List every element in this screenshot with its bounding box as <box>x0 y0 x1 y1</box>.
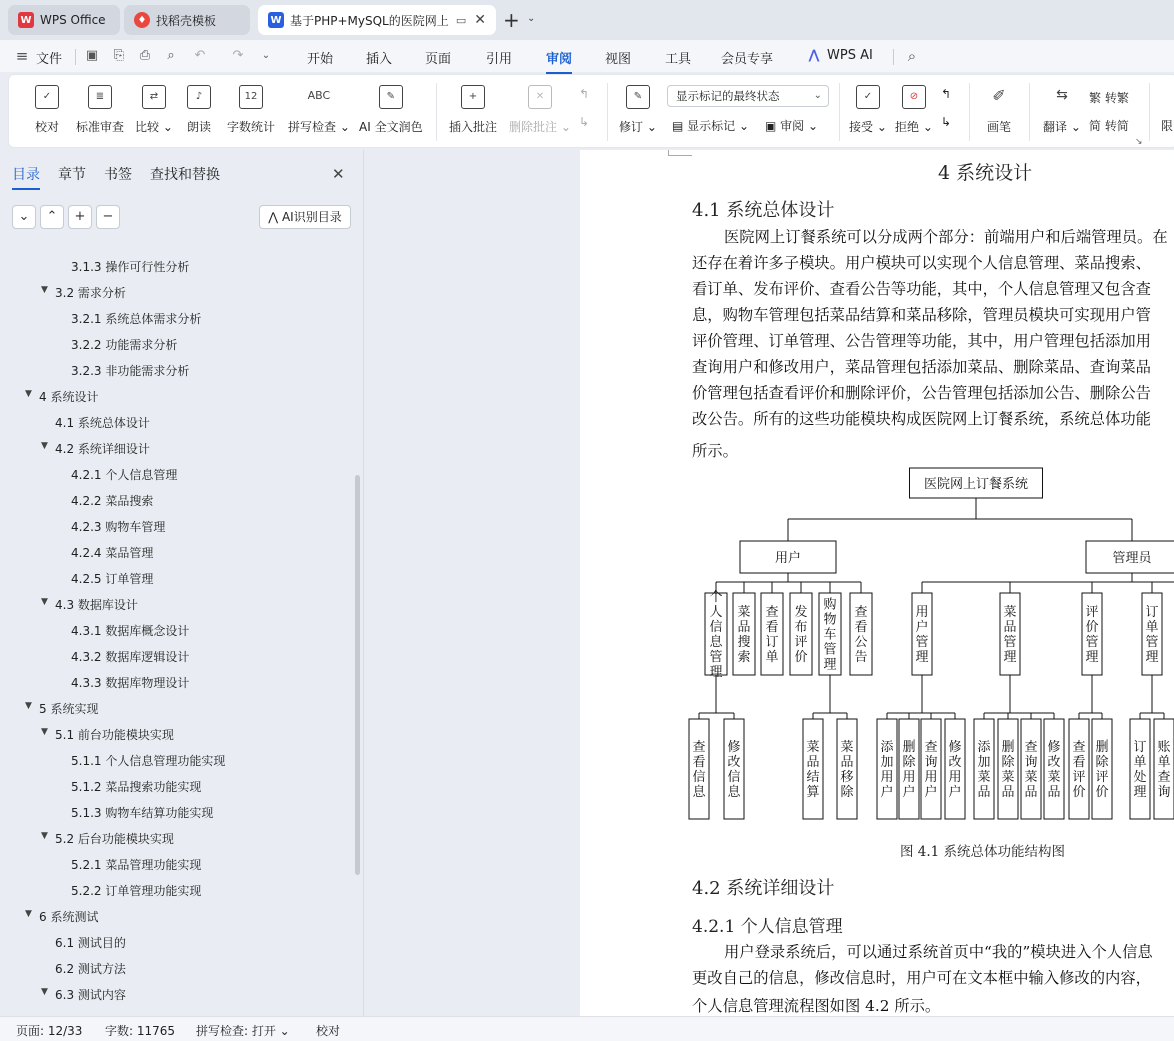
label: 3.2.3 非功能需求分析 <box>71 364 190 378</box>
toc-item[interactable] <box>71 336 177 353</box>
toc-list <box>0 250 350 1016</box>
label: 画笔 <box>987 120 1012 134</box>
next-comment-icon[interactable]: ↳ <box>579 115 590 129</box>
toc-item[interactable] <box>71 856 201 873</box>
margin-mark <box>668 150 692 156</box>
label: 4.1 系统总体设计 <box>55 416 150 430</box>
heading-4-1: 4.1 系统总体设计 <box>692 200 835 221</box>
docer-logo-icon: ♦ <box>134 12 150 28</box>
label: 3.2.1 系统总体需求分析 <box>71 312 202 326</box>
word-count-icon: 12 <box>239 85 263 109</box>
diagram-node-label: 个人信息管理 <box>709 590 723 680</box>
diagram-node-label: 菜品移除 <box>840 740 854 800</box>
toc-item[interactable] <box>71 310 201 327</box>
reject-button[interactable]: ⊘ 拒绝 ⌄ <box>895 85 933 135</box>
diagram-node-label: 修改信息 <box>727 740 741 800</box>
close-pane-icon[interactable]: ✕ <box>332 165 345 183</box>
tab-docer-templates[interactable] <box>124 5 250 35</box>
caret-down-icon[interactable]: ▼ <box>25 909 32 919</box>
diagram-node-label: 订单管理 <box>1145 605 1159 665</box>
delete-comment-button[interactable]: ✕ 删除批注 ⌄ <box>509 85 571 135</box>
review-pane-icon: ▣ <box>765 119 777 133</box>
remove-heading-button[interactable] <box>96 205 120 229</box>
toc-item[interactable] <box>71 466 177 483</box>
divider <box>1149 83 1150 141</box>
diagram-node-label: 删除用户 <box>902 740 916 800</box>
label: 5 系统实现 <box>39 702 99 716</box>
toc-item[interactable] <box>71 752 225 769</box>
tab-label: 基于PHP+MySQL的医院网上 <box>289 13 449 28</box>
toc-item[interactable] <box>41 284 126 301</box>
label: AI 全文润色 <box>359 120 423 134</box>
label: 5.1.2 菜品搜索功能实现 <box>71 780 202 794</box>
diagram-node-label: 账单查询 <box>1157 740 1171 800</box>
simplified-icon: 简 <box>1089 119 1102 133</box>
label: 拼写检查 <box>288 120 337 134</box>
divider <box>969 83 970 141</box>
toc-item[interactable] <box>71 544 153 561</box>
proofread-status[interactable]: 校对 <box>316 1024 341 1038</box>
menu-member[interactable]: 会员专享 <box>721 52 774 67</box>
caret-down-icon[interactable]: ▼ <box>41 285 48 295</box>
chevron-down-icon: ⌄ <box>18 209 30 224</box>
label: 4.2.2 菜品搜索 <box>71 494 154 508</box>
label: 4.3 数据库设计 <box>55 598 138 612</box>
menu-review[interactable]: 审阅 <box>546 48 572 67</box>
navigation-pane <box>0 150 364 1016</box>
function-structure-diagram <box>580 455 1174 835</box>
diagram-node-label: 评价管理 <box>1085 605 1099 665</box>
diagram-node-label: 修改用户 <box>948 740 962 800</box>
diagram-node-label: 添加菜品 <box>977 740 991 800</box>
toc-item[interactable] <box>71 492 153 509</box>
ai-polish-icon: ✎ <box>379 85 403 109</box>
toc-item[interactable] <box>25 700 99 717</box>
word-count-indicator[interactable]: 字数: 11765 <box>105 1024 176 1038</box>
plus-icon: + <box>74 209 86 224</box>
menu-home[interactable]: 开始 <box>307 52 334 67</box>
diagram-node-label: 删除评价 <box>1095 740 1109 800</box>
label: 6.3 测试内容 <box>55 988 126 1002</box>
spell-check-status[interactable]: 拼写检查: 打开 ⌄ <box>196 1024 290 1038</box>
review-pane-button[interactable]: ▣ 审阅 ⌄ <box>765 119 819 133</box>
label: 标准审查 <box>76 120 125 134</box>
label: 5.2.2 订单管理功能实现 <box>71 884 202 898</box>
insert-comment-icon: + <box>461 85 485 109</box>
figure-caption: 图 4.1 系统总体功能结构图 <box>900 844 1066 860</box>
label: 显示标记 <box>687 119 736 133</box>
divider <box>839 83 840 141</box>
standard-review-icon: ≣ <box>88 85 112 109</box>
paragraph-line: 评价管理、订单管理、公告管理等功能，其中，用户管理包括添加用 <box>692 332 1151 350</box>
label: 校对 <box>35 120 60 134</box>
document-page[interactable] <box>580 150 1174 1016</box>
show-markup-icon: ▤ <box>672 119 684 133</box>
review-ribbon <box>8 74 1174 148</box>
label: 3.1.3 操作可行性分析 <box>71 260 190 274</box>
label: 4.2.4 菜品管理 <box>71 546 154 560</box>
print-preview-icon[interactable]: ⌕ <box>167 48 175 63</box>
compare-button[interactable]: ⇄ 比较 ⌄ <box>135 85 173 135</box>
label: 朗读 <box>187 120 212 134</box>
accept-icon: ✓ <box>856 85 880 109</box>
caret-down-icon[interactable]: ▼ <box>25 701 32 711</box>
caret-down-icon[interactable]: ▼ <box>41 727 48 737</box>
diagram-node-label: 菜品结算 <box>806 740 820 800</box>
toc-item[interactable] <box>25 908 99 925</box>
diagram-node-label: 购物车管理 <box>823 597 837 673</box>
diagram-node-label: 查看订单 <box>765 605 779 665</box>
paragraph-line: 用户登录系统后，可以通过系统首页中“我的”模块进入个人信息 <box>724 943 1153 961</box>
ai-toc-button[interactable] <box>259 205 351 229</box>
read-aloud-icon: ♪ <box>187 85 211 109</box>
label: 5.1 前台功能模块实现 <box>55 728 174 742</box>
ai-toc-icon: ⋀ <box>268 210 279 224</box>
label: 5.2 后台功能模块实现 <box>55 832 174 846</box>
diagram-node-label: 查询菜品 <box>1024 740 1038 800</box>
tab-wps-office[interactable] <box>8 5 120 35</box>
reject-icon: ⊘ <box>902 85 926 109</box>
caret-down-icon[interactable]: ▼ <box>41 831 48 841</box>
proofread-button[interactable] <box>35 85 59 135</box>
insert-comment-button[interactable] <box>449 85 497 135</box>
redo-icon[interactable]: ↷ <box>232 48 244 63</box>
toc-item[interactable] <box>71 778 201 795</box>
label: AI识别目录 <box>281 210 342 224</box>
delete-comment-icon: ✕ <box>528 85 552 109</box>
toc-item[interactable] <box>71 674 189 691</box>
show-markup-button[interactable]: ▤ 显示标记 ⌄ <box>672 119 750 133</box>
monitor-icon[interactable]: ▭ <box>455 13 467 27</box>
label: 拼写检查: 打开 <box>196 1024 276 1038</box>
divider <box>893 49 894 65</box>
translate-icon: ⇆ <box>1056 87 1068 103</box>
menu-tools[interactable]: 工具 <box>665 52 692 67</box>
add-heading-button[interactable] <box>68 205 92 229</box>
label: 删除批注 <box>509 120 558 134</box>
prev-change-icon[interactable]: ↰ <box>941 87 952 101</box>
chevron-up-icon: ⌃ <box>46 209 58 224</box>
chevron-down-icon: ⌄ <box>813 90 822 101</box>
search-icon[interactable]: ⌕ <box>907 47 917 65</box>
divider <box>436 83 437 141</box>
tab-list-chevron-icon[interactable]: ⌄ <box>527 13 536 24</box>
read-aloud-button[interactable] <box>187 85 211 135</box>
paragraph-line: 改公告。所有的这些功能模块构成医院网上订餐系统，系统总体功能 <box>692 410 1151 428</box>
label: 插入批注 <box>449 120 498 134</box>
next-change-icon[interactable]: ↳ <box>941 115 952 129</box>
word-count-button[interactable] <box>227 85 275 135</box>
track-changes-button[interactable]: ✎ 修订 ⌄ <box>619 85 657 135</box>
label: 3.2 需求分析 <box>55 286 126 300</box>
translate-button[interactable]: ⇆ 翻译 ⌄ <box>1043 87 1081 134</box>
restrict-editing-button[interactable]: 限 <box>1161 119 1174 133</box>
toc-item[interactable] <box>41 440 150 457</box>
save-icon[interactable]: ▣ <box>85 48 99 63</box>
diagram-node-label: 添加用户 <box>880 740 894 800</box>
toc-item[interactable] <box>55 414 150 431</box>
page-indicator[interactable]: 页面: 12/33 <box>16 1024 83 1038</box>
status-bar <box>0 1016 1174 1041</box>
toc-item[interactable] <box>71 258 189 275</box>
markup-display-select[interactable] <box>667 85 829 107</box>
heading-chapter: 4 系统设计 <box>938 162 1033 184</box>
tab-bookmarks[interactable]: 书签 <box>104 167 132 183</box>
menu-insert[interactable]: 插入 <box>366 52 393 67</box>
label: 转简 <box>1104 119 1129 133</box>
collapse-all-button[interactable] <box>12 205 36 229</box>
toc-item[interactable] <box>41 830 174 847</box>
diagram-node-label: 修改菜品 <box>1047 740 1061 800</box>
tab-bar <box>0 0 1174 40</box>
label: 4 系统设计 <box>39 390 99 404</box>
label: 4.2.3 购物车管理 <box>71 520 166 534</box>
tab-sections[interactable]: 章节 <box>58 167 86 183</box>
paragraph-line: 息，购物车管理包括菜品结算和菜品移除，管理员模块可实现用户管 <box>692 306 1151 324</box>
label: 字数统计 <box>227 120 276 134</box>
admin-node-label: 管理员 <box>1112 551 1152 566</box>
label: 5.2.1 菜品管理功能实现 <box>71 858 202 872</box>
toc-scrollbar[interactable] <box>355 475 360 875</box>
toc-item[interactable] <box>71 648 189 665</box>
paragraph-line: 个人信息管理流程图如图 4.2 所示。 <box>692 997 941 1015</box>
word-doc-icon: W <box>268 12 284 28</box>
caret-down-icon[interactable]: ▼ <box>41 441 48 451</box>
toc-item[interactable] <box>41 986 126 1003</box>
label: 4.2 系统详细设计 <box>55 442 150 456</box>
label: 5.1.3 购物车结算功能实现 <box>71 806 214 820</box>
tab-label: 找稻壳模板 <box>156 13 217 28</box>
label: 接受 <box>849 120 874 134</box>
toc-item[interactable] <box>41 726 174 743</box>
tab-find-replace[interactable]: 查找和替换 <box>150 167 220 183</box>
menu-wps-ai[interactable]: WPS AI <box>827 48 873 63</box>
paragraph-line: 医院网上订餐系统可以分成两个部分：前端用户和后端管理员。在 <box>724 228 1168 246</box>
diagram-node-label: 查看公告 <box>854 605 868 665</box>
pen-button[interactable] <box>987 85 1011 135</box>
tab-label: WPS Office <box>40 13 106 27</box>
prev-comment-icon[interactable]: ↰ <box>579 87 590 101</box>
label: 4.3.3 数据库物理设计 <box>71 676 190 690</box>
paragraph-line: 所示。 <box>692 442 738 460</box>
more-chevron-icon[interactable]: ⌄ <box>261 50 271 61</box>
label: 显示标记的最终状态 <box>676 89 780 103</box>
tab-toc[interactable]: 目录 <box>12 164 40 184</box>
spell-check-icon: ABC <box>307 89 331 102</box>
divider <box>75 49 76 65</box>
spell-check-button[interactable]: ABC 拼写检查 ⌄ <box>288 85 350 135</box>
standard-review-button[interactable] <box>76 85 124 135</box>
label: 6.2 测试方法 <box>55 962 126 976</box>
label: 6 系统测试 <box>39 910 99 924</box>
wps-logo-icon: W <box>18 12 34 28</box>
compare-icon: ⇄ <box>142 85 166 109</box>
paragraph-line: 更改自己的信息，修改信息时，用户可在文本框中输入修改的内容， <box>692 969 1151 987</box>
toc-item[interactable] <box>25 388 99 405</box>
diagram-node-label: 发布评价 <box>794 605 808 665</box>
root-node-label: 医院网上订餐系统 <box>923 477 1029 492</box>
caret-down-icon[interactable]: ▼ <box>25 389 32 399</box>
diagram-node-label: 删除菜品 <box>1001 740 1015 800</box>
paragraph-line: 看订单、发布评价、查看公告等功能，其中，个人信息管理又包含查 <box>692 280 1151 298</box>
diagram-node-label: 用户管理 <box>915 605 929 665</box>
label: 审阅 <box>780 119 805 133</box>
print-icon[interactable]: ⎙ <box>139 48 151 63</box>
label: 拒绝 <box>895 120 920 134</box>
paragraph-line: 价管理包括查看评价和删除评价，公告管理包括添加公告、删除公告 <box>692 384 1151 402</box>
new-tab-icon[interactable]: + <box>503 8 520 32</box>
to-simplified-button[interactable] <box>1089 117 1129 134</box>
label: 6.1 测试目的 <box>55 936 126 950</box>
hamburger-icon[interactable]: ≡ <box>15 47 29 65</box>
export-icon[interactable]: ⎘ <box>113 48 125 63</box>
traditional-icon: 繁 <box>1089 91 1102 105</box>
label: 3.2.2 功能需求分析 <box>71 338 178 352</box>
diagram-node-label: 查询用户 <box>924 740 938 800</box>
toc-item[interactable] <box>55 960 126 977</box>
paragraph-line: 查询用户和修改用户，菜品管理包括添加菜品、删除菜品、查询菜品 <box>692 358 1151 376</box>
label: 5.1.1 个人信息管理功能实现 <box>71 754 226 768</box>
expand-up-button[interactable] <box>40 205 64 229</box>
diagram-node-label: 查看信息 <box>692 740 706 800</box>
divider <box>1029 83 1030 141</box>
menu-references[interactable]: 引用 <box>486 52 513 67</box>
heading-4-2: 4.2 系统详细设计 <box>692 878 835 899</box>
wps-ai-icon: ⋀ <box>808 48 820 63</box>
toc-item[interactable] <box>71 362 189 379</box>
toc-item[interactable] <box>71 570 153 587</box>
diagram-node-label: 菜品管理 <box>1003 605 1017 665</box>
track-changes-icon: ✎ <box>626 85 650 109</box>
label: 4.3.2 数据库逻辑设计 <box>71 650 190 664</box>
diagram-node-label: 查看评价 <box>1072 740 1086 800</box>
diagram-node-label: 订单处理 <box>1133 740 1147 800</box>
toc-item[interactable] <box>55 934 126 951</box>
proofread-icon: ✓ <box>35 85 59 109</box>
tab-document[interactable] <box>258 5 496 35</box>
heading-4-2-1: 4.2.1 个人信息管理 <box>692 917 843 937</box>
label: 4.3.1 数据库概念设计 <box>71 624 190 638</box>
pen-icon: ✐ <box>992 86 1006 105</box>
paragraph-line: 还存在着许多子模块。用户模块可以实现个人信息管理、菜品搜索、 <box>692 254 1151 272</box>
close-tab-icon[interactable]: ✕ <box>474 12 486 28</box>
caret-down-icon[interactable]: ▼ <box>41 597 48 607</box>
undo-icon[interactable]: ↶ <box>194 48 206 63</box>
toc-item[interactable] <box>71 882 201 899</box>
to-traditional-button[interactable] <box>1089 89 1129 106</box>
expand-group-icon[interactable]: ↘ <box>1135 137 1143 147</box>
minus-icon: − <box>102 209 114 224</box>
toc-item[interactable] <box>41 596 138 613</box>
toc-item[interactable] <box>71 518 165 535</box>
user-node-label: 用户 <box>774 551 802 566</box>
label: 修订 <box>619 120 644 134</box>
toc-item[interactable] <box>71 804 213 821</box>
label: 翻译 <box>1043 120 1068 134</box>
accept-button[interactable]: ✓ 接受 ⌄ <box>849 85 887 135</box>
label: 4.2.1 个人信息管理 <box>71 468 178 482</box>
label: 转繁 <box>1104 91 1129 105</box>
diagram-node-label: 菜品搜索 <box>737 605 751 665</box>
toc-item[interactable] <box>71 622 189 639</box>
label: 4.2.5 订单管理 <box>71 572 154 586</box>
menu-file[interactable]: 文件 <box>36 52 63 67</box>
divider <box>607 83 608 141</box>
caret-down-icon[interactable]: ▼ <box>41 987 48 997</box>
menu-page[interactable]: 页面 <box>425 52 452 67</box>
menu-view[interactable]: 视图 <box>605 52 632 67</box>
label: 比较 <box>135 120 160 134</box>
menu-bar <box>0 40 1174 72</box>
ai-polish-button[interactable] <box>359 85 423 135</box>
